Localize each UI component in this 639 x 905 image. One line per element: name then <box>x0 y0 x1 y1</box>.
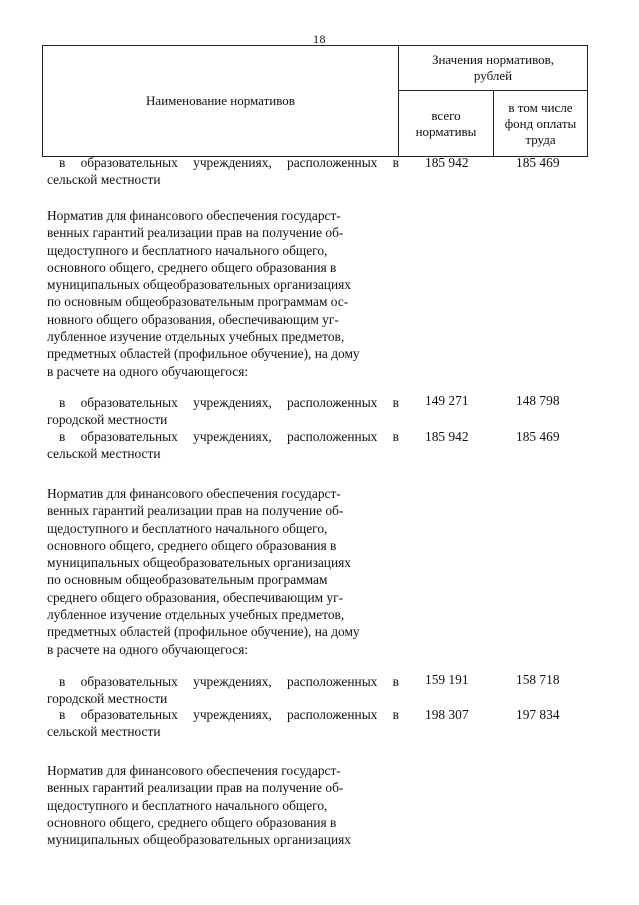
description-line: венных гарантий реализации прав на получение об- <box>47 225 344 241</box>
table-row <box>47 674 399 707</box>
row-text-line: городской местности <box>47 411 168 427</box>
value-total: 159 191 <box>425 672 469 687</box>
description-line: по основным общеобразовательным программам <box>47 572 328 588</box>
value-wage: 197 834 <box>516 707 560 722</box>
row-text-line: сельской местности <box>47 723 161 739</box>
header-total-line: всего <box>431 107 461 123</box>
value-total: 185 942 <box>425 155 469 170</box>
description-line: предметных областей (профильное обучение), на дому <box>47 346 360 362</box>
value-total: 198 307 <box>425 707 469 722</box>
description-line: муниципальных общеобразовательных организациях <box>47 277 351 293</box>
normative-description <box>47 762 399 848</box>
header-values-line: Значения нормативов, <box>431 52 555 67</box>
value-total: 185 942 <box>425 429 469 444</box>
description-line: муниципальных общеобразовательных организациях <box>47 832 351 848</box>
description-line: основного общего, среднего общего образования в <box>47 814 337 830</box>
description-line: лубленное изучение отдельных учебных предметов, <box>47 607 345 623</box>
header-total-column <box>398 90 494 157</box>
table-row <box>47 395 399 428</box>
table-row <box>47 429 399 462</box>
description-line: щедоступного и бесплатного начального общего, <box>47 242 328 258</box>
description-line: предметных областей (профильное обучение), на дому <box>47 624 360 640</box>
row-text-line: в образовательных учреждениях, расположенных в <box>59 707 399 722</box>
description-line: в расчете на одного обучающегося: <box>47 641 249 657</box>
description-line: щедоступного и бесплатного начального общего, <box>47 797 328 813</box>
row-text-line: сельской местности <box>47 445 161 461</box>
value-wage: 185 469 <box>516 155 560 170</box>
header-wage-line: в том числе <box>508 99 573 115</box>
header-total-line: нормативы <box>415 123 477 139</box>
page-number: 18 <box>313 32 326 46</box>
description-line: по основным общеобразовательным программам ос- <box>47 294 349 310</box>
value-total: 149 271 <box>425 393 469 408</box>
header-wage-column <box>493 90 588 157</box>
header-values-group <box>398 45 588 91</box>
value-wage: 158 718 <box>516 672 560 687</box>
normative-description <box>47 485 399 658</box>
description-line: в расчете на одного обучающегося: <box>47 363 249 379</box>
row-text-line: сельской местности <box>47 171 161 187</box>
description-line: среднего общего образования, обеспечивающим уг- <box>47 589 344 605</box>
row-text-line: в образовательных учреждениях, расположенных в <box>59 674 399 689</box>
description-line: Норматив для финансового обеспечения государст- <box>47 486 341 501</box>
value-wage: 185 469 <box>516 429 560 444</box>
description-line: основного общего, среднего общего образования в <box>47 537 337 553</box>
description-line: щедоступного и бесплатного начального общего, <box>47 520 328 536</box>
table-row <box>47 155 399 188</box>
description-line: основного общего, среднего общего образования в <box>47 259 337 275</box>
description-line: венных гарантий реализации прав на получение об- <box>47 780 344 796</box>
description-line: Норматив для финансового обеспечения государст- <box>47 763 341 778</box>
row-text-line: в образовательных учреждениях, расположенных в <box>59 429 399 444</box>
description-line: венных гарантий реализации прав на получение об- <box>47 503 344 519</box>
table-row <box>47 707 399 740</box>
description-line: новного общего образования, обеспечивающим уг- <box>47 311 339 327</box>
row-text-line: в образовательных учреждениях, расположенных в <box>59 395 399 410</box>
header-name-label: Наименование нормативов <box>146 93 295 108</box>
value-wage: 148 798 <box>516 393 560 408</box>
description-line: муниципальных общеобразовательных организациях <box>47 555 351 571</box>
header-wage-line: фонд оплаты <box>504 115 577 131</box>
header-values-line: рублей <box>473 68 513 83</box>
header-name-column <box>42 45 399 157</box>
row-text-line: в образовательных учреждениях, расположенных в <box>59 155 399 170</box>
header-wage-line: труда <box>525 131 556 147</box>
description-line: лубленное изучение отдельных учебных предметов, <box>47 329 345 345</box>
description-line: Норматив для финансового обеспечения государст- <box>47 208 341 223</box>
normative-description <box>47 207 399 380</box>
row-text-line: городской местности <box>47 690 168 706</box>
